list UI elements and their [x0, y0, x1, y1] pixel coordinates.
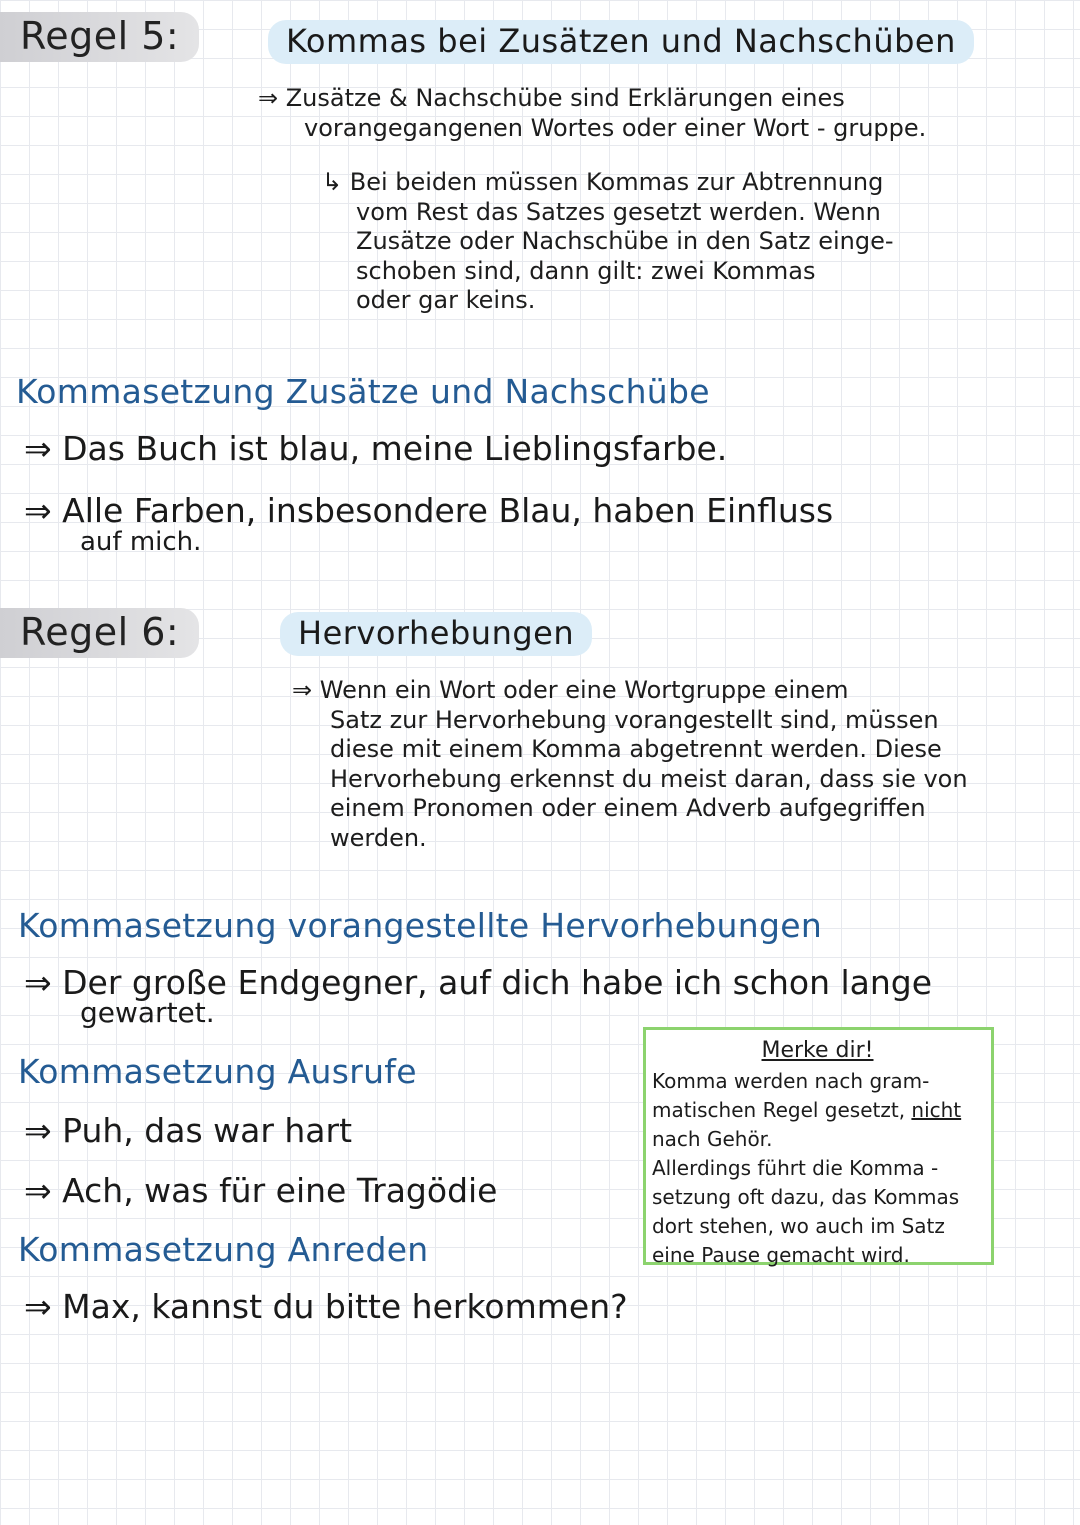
note-line: Komma werden nach gram- [652, 1069, 930, 1093]
note-line-part: matischen Regel gesetzt, [652, 1098, 912, 1122]
hervorhebungen-example [24, 963, 933, 1029]
example-line: ⇒ Max, kannst du bitte herkommen? [24, 1287, 628, 1326]
zusaetze-example-2 [24, 491, 834, 557]
rule-5-detail-line: Zusätze oder Nachschübe in den Satz einge- [356, 227, 894, 255]
rule-6-label: Regel 6: [0, 608, 199, 658]
rule-5-detail-line: ↳ Bei beiden müssen Kommas zur Abtrennung [322, 168, 884, 196]
note-line: nach Gehör. [652, 1127, 773, 1151]
rule-6-line: Hervorhebung erkennst du meist daran, dass sie von [330, 764, 968, 793]
rule-6-line: diese mit einem Komma abgetrennt werden. Diese [330, 735, 942, 763]
anreden-heading: Kommasetzung Anreden [18, 1230, 429, 1269]
rule-5-detail-line: oder gar keins. [356, 286, 536, 314]
ausrufe-heading: Kommasetzung Ausrufe [18, 1052, 417, 1091]
note-line: eine Pause gemacht wird. [652, 1243, 910, 1267]
rule-5-definition-line: vorangegangenen Wortes oder einer Wort - gruppe. [304, 113, 927, 142]
example-line: auf mich. [80, 527, 202, 557]
zusaetze-heading: Kommasetzung Zusätze und Nachschübe [16, 372, 710, 411]
note-line: Allerdings führt die Komma - [652, 1156, 939, 1180]
rule-5-definition-line: ⇒ Zusätze & Nachschübe sind Erklärungen eines [258, 84, 845, 112]
example-line: ⇒ Das Buch ist blau, meine Lieblingsfarbe. [24, 429, 728, 468]
rule-6-body [292, 676, 968, 853]
rule-6-line: einem Pronomen oder einem Adverb aufgegriffen [330, 794, 926, 822]
note-line [652, 1096, 983, 1125]
rule-5-title: Kommas bei Zusätzen und Nachschüben [268, 20, 974, 64]
note-line: dort stehen, wo auch im Satz [652, 1214, 945, 1238]
example-line: ⇒ Alle Farben, insbesondere Blau, haben Einfluss [24, 491, 834, 530]
rule-6-title: Hervorhebungen [280, 612, 592, 656]
note-emphasis: nicht [911, 1098, 962, 1122]
zusaetze-example-1 [24, 429, 728, 468]
example-line: gewartet. [80, 996, 215, 1029]
rule-5-label: Regel 5: [0, 12, 199, 62]
ausrufe-example-2 [24, 1171, 498, 1210]
example-line: ⇒ Der große Endgegner, auf dich habe ich schon lange [24, 963, 933, 1002]
rule-6-line: Satz zur Hervorhebung vorangestellt sind, müssen [330, 705, 939, 734]
anreden-example [24, 1287, 628, 1326]
rule-5-detail [322, 168, 894, 316]
note-line: setzung oft dazu, das Kommas [652, 1185, 960, 1209]
rule-5-detail-line: vom Rest das Satzes gesetzt werden. Wenn [356, 197, 881, 226]
rule-6-line: ⇒ Wenn ein Wort oder eine Wortgruppe einem [292, 676, 849, 704]
rule-5-detail-line: schoben sind, dann gilt: zwei Kommas [356, 256, 816, 285]
note-body [652, 1067, 983, 1270]
hervorhebungen-heading: Kommasetzung vorangestellte Hervorhebungen [18, 906, 823, 945]
ausrufe-example-1 [24, 1111, 353, 1150]
rule-6-line: werden. [330, 823, 427, 852]
example-line: ⇒ Puh, das war hart [24, 1111, 353, 1150]
example-line: ⇒ Ach, was für eine Tragödie [24, 1171, 498, 1210]
rule-5-definition [258, 84, 926, 143]
merke-dir-note [643, 1027, 994, 1265]
note-title: Merke dir! [761, 1038, 874, 1063]
